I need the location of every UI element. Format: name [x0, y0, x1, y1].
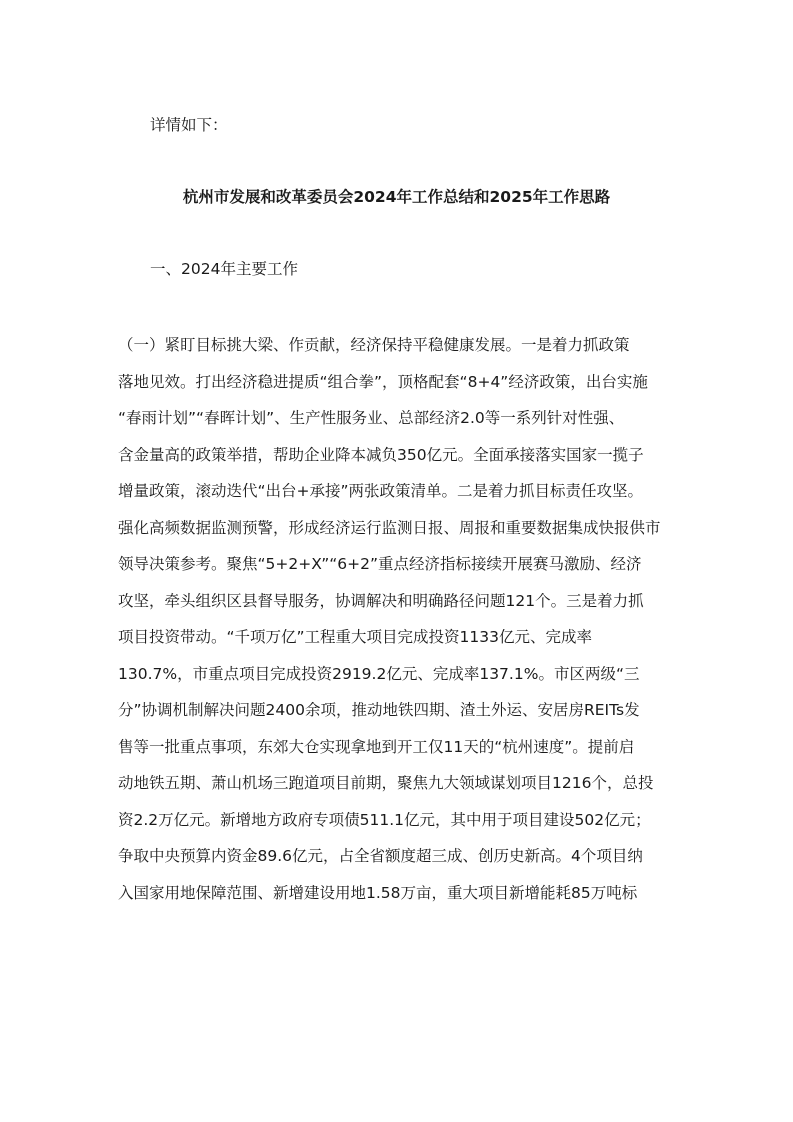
body-line: 攻坚，牵头组织区县督导服务，协调解决和明确路径问题121个。三是着力抓 — [118, 591, 644, 610]
body-line: 强化高频数据监测预警，形成经济运行监测日报、周报和重要数据集成快报供市 — [118, 518, 661, 537]
body-line: 争取中央预算内资金89.6亿元，占全省额度超三成、创历史新高。4个项目纳 — [118, 847, 643, 865]
body-line: 项目投资带动。“千项万亿”工程重大项目完成投资1133亿元、完成率 — [118, 628, 593, 646]
body-line: 领导决策参考。聚焦“5+2+X”“6+2”重点经济指标接续开展赛马激励、经济 — [118, 555, 642, 573]
body-line: 售等一批重点事项，东郊大仓实现拿地到开工仅11天的“杭州速度”。提前启 — [118, 737, 635, 756]
body-line: 落地见效。打出经济稳进提质“组合拳”，顶格配套“8+4”经济政策，出台实施 — [118, 372, 648, 391]
document-title: 杭州市发展和改革委员会2024年工作总结和2025年工作思路 — [182, 188, 611, 206]
intro-text: 详情如下： — [150, 116, 228, 134]
body-line: 增量政策，滚动迭代“出台+承接”两张政策清单。二是着力抓目标责任攻坚。 — [118, 482, 644, 500]
body-paragraph — [118, 327, 678, 911]
body-line: 分”协调机制解决问题2400余项，推动地铁四期、渣土外运、安居房REITs发 — [118, 701, 640, 719]
section-heading: 一、2024年主要工作 — [150, 260, 298, 278]
body-line: 动地铁五期、萧山机场三跑道项目前期，聚焦九大领域谋划项目1216个，总投 — [118, 774, 654, 792]
body-line: （一）紧盯目标挑大梁、作贡献，经济保持平稳健康发展。一是着力抓政策 — [118, 336, 630, 354]
body-line: 资2.2万亿元。新增地方政府专项债511.1亿元，其中用于项目建设502亿元； — [118, 810, 651, 829]
body-line: 入国家用地保障范围、新增建设用地1.58万亩，重大项目新增能耗85万吨标 — [118, 883, 638, 902]
body-line: 含金量高的政策举措，帮助企业降本减负350亿元。全面承接落实国家一揽子 — [118, 445, 644, 464]
body-line: “春雨计划”“春晖计划”、生产性服务业、总部经济2.0等一系列针对性强、 — [118, 409, 625, 427]
body-line: 130.7%，市重点项目完成投资2919.2亿元、完成率137.1%。市区两级“三 — [118, 664, 640, 683]
